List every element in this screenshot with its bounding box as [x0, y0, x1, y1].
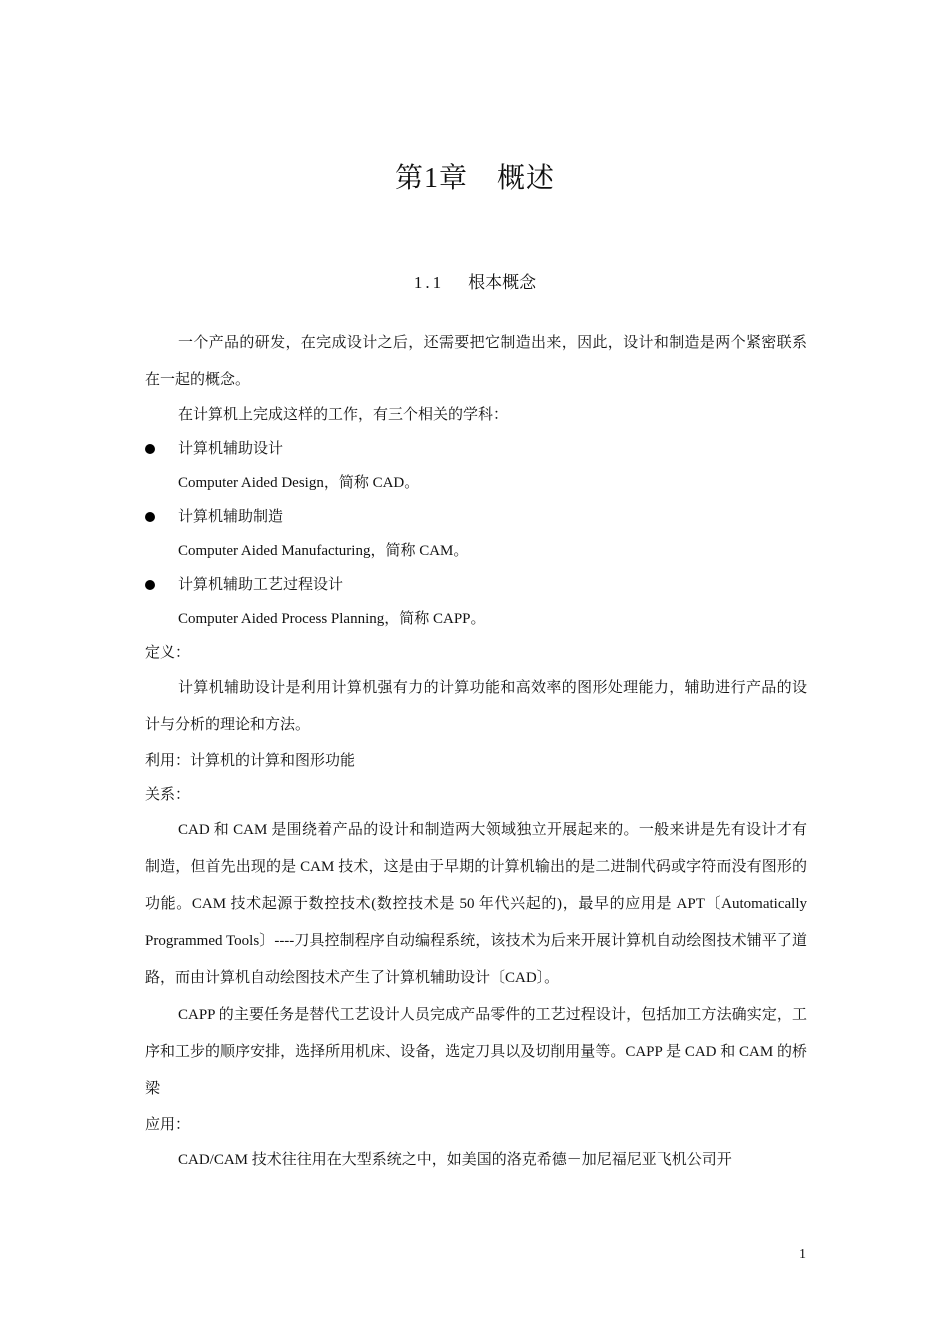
application-label: 应用： [145, 1117, 191, 1133]
bullet-item-capp [145, 568, 807, 602]
bullet-item-cam [145, 500, 807, 534]
bullet-label: 计算机辅助制造 [178, 509, 284, 525]
section-number: 1.1 [413, 273, 445, 292]
section-title-text: 根本概念 [468, 273, 537, 292]
definition-label: 定义： [145, 645, 191, 661]
application-paragraph: CAD/CAM 技术往往用在大型系统之中，如美国的洛克希德－加尼福尼亚飞机公司开 [178, 1152, 732, 1168]
bullet-icon [145, 512, 155, 522]
bullet-item-cad [145, 432, 807, 466]
page-number: 1 [799, 1247, 806, 1262]
capp-paragraph: CAPP 的主要任务是替代工艺设计人员完成产品零件的工艺过程设计，包括加工方法确实定，工序和工步的顺序安排，选择所用机床、设备，选定刀具以及切削用量等。CAPP 是 CAD 和 CAM 的桥梁 [145, 1007, 807, 1097]
bullet-label: 计算机辅助设计 [178, 441, 284, 457]
relation-paragraph: CAD 和 CAM 是围绕着产品的设计和制造两大领域独立开展起来的。一般来讲是先有设计才有制造，但首先出现的是 CAM 技术，这是由于早期的计算机输出的是二进制代码或字符而没有图形的功能。CAM 技术起源于数控技术(数控技术是 50 年代兴起的)，最早的应用是 APT〔Automatically Programmed Tools〕----刀具控制程序自动编程系统，该技术为后来开展计算机自动绘图技术铺平了道路，而由计算机自动绘图技术产生了计算机辅助设计〔CAD〕。 [145, 822, 807, 986]
bullet-english-cad: Computer Aided Design，简称 CAD。 [178, 475, 420, 491]
intro-paragraph: 一个产品的研发，在完成设计之后，还需要把它制造出来，因此，设计和制造是两个紧密联系在一起的概念。 [145, 335, 807, 388]
disciplines-lead: 在计算机上完成这样的工作，有三个相关的学科： [178, 407, 509, 423]
bullet-icon [145, 580, 155, 590]
use-line: 利用：计算机的计算和图形功能 [145, 753, 356, 769]
document-body [145, 325, 807, 1179]
relation-label: 关系： [145, 787, 191, 803]
bullet-icon [145, 444, 155, 454]
bullet-english-cam: Computer Aided Manufacturing，简称 CAM。 [178, 543, 469, 559]
chapter-title: 第1章 概述 [394, 163, 555, 194]
definition-paragraph: 计算机辅助设计是利用计算机强有力的计算功能和高效率的图形处理能力，辅助进行产品的设计与分析的理论和方法。 [145, 680, 807, 733]
section-title [0, 268, 950, 293]
bullet-english-capp: Computer Aided Process Planning，简称 CAPP。 [178, 611, 486, 627]
bullet-label: 计算机辅助工艺过程设计 [178, 577, 344, 593]
